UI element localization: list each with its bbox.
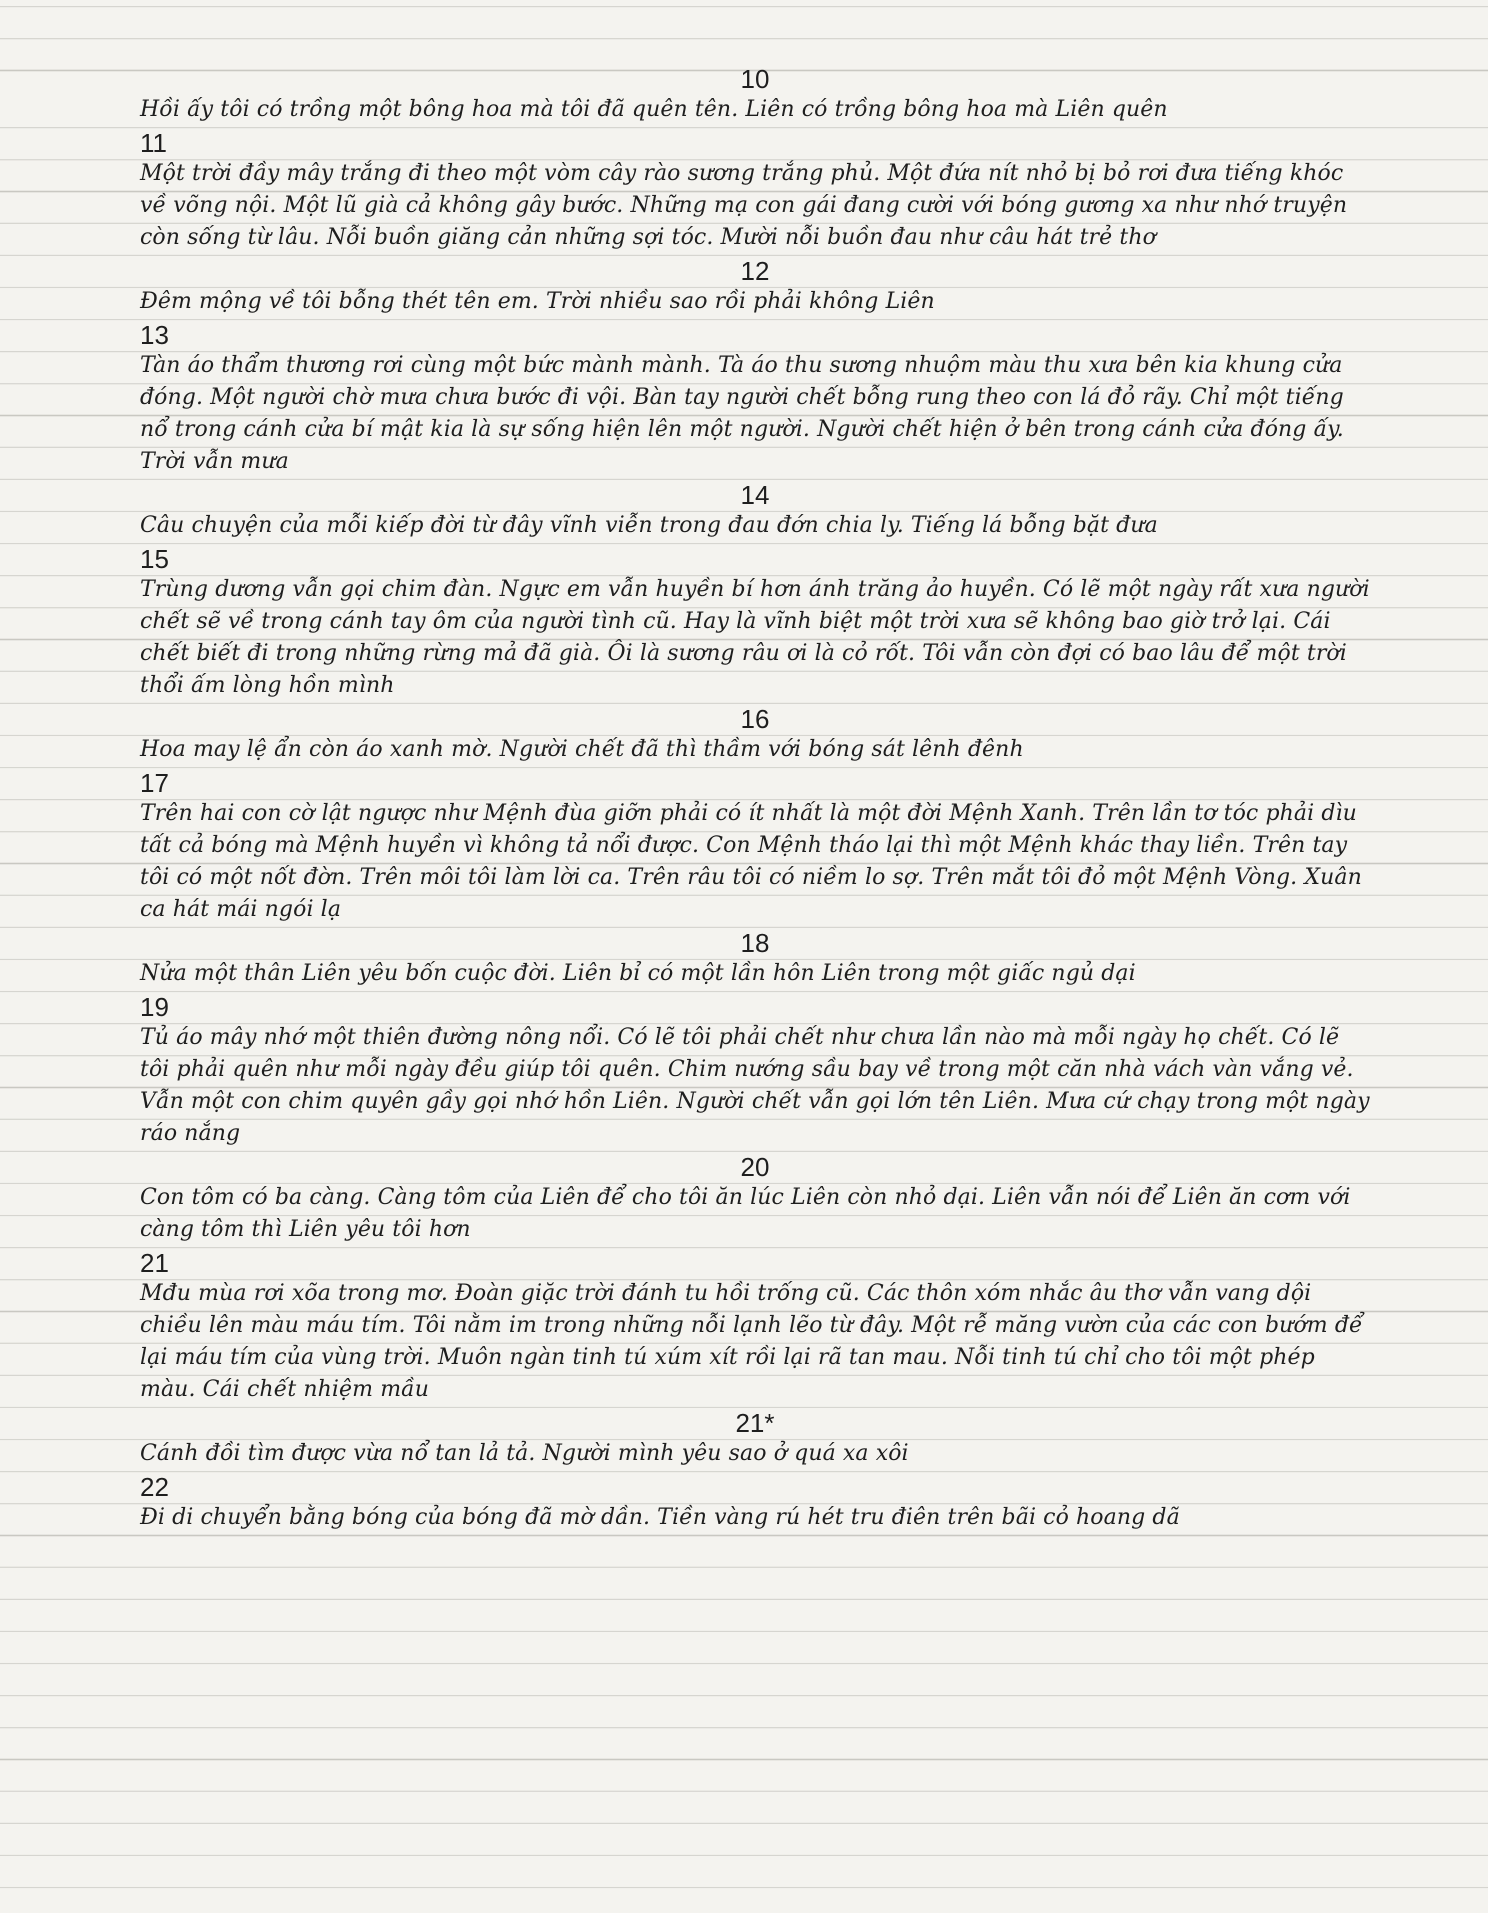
section-text: Hoa may lệ ẩn còn áo xanh mờ. Người chết đã thì thầm với bóng sát lênh đênh (140, 737, 1024, 762)
section-20 (140, 1152, 1370, 1246)
section-text: Con tôm có ba càng. Càng tôm của Liên để cho tôi ăn lúc Liên còn nhỏ dại. Liên vẫn nói để Liên ăn cơm với càng tôm thì Liên yêu tôi hơn (140, 1185, 1351, 1242)
section-14 (140, 480, 1370, 542)
section-10 (140, 64, 1370, 126)
section-number: 11 (140, 128, 167, 158)
section-number: 14 (740, 480, 770, 510)
section-text: Tàn áo thẩm thương rơi cùng một bức mành mành. Tà áo thu sương nhuộm màu thu xưa bên kia khung cửa đóng. Một người chờ mưa chưa bước đi vội. Bàn tay người chết bỗng rung theo con lá đỏ rãy. Chỉ một tiếng nổ trong cánh cửa bí mật kia là sự sống hiện lên một người. Người chết hiện ở bên trong cánh cửa đóng ấy. Trời vẫn mưa (140, 353, 1344, 474)
section-number: 22 (140, 1472, 169, 1502)
section-number: 16 (740, 704, 770, 734)
section-number: 17 (140, 768, 169, 798)
section-18 (140, 928, 1370, 990)
section-text: Nửa một thân Liên yêu bốn cuộc đời. Liên bỉ có một lần hôn Liên trong một giấc ngủ dại (140, 961, 1136, 986)
section-19 (140, 992, 1370, 1150)
section-22 (140, 1472, 1370, 1534)
section-number: 15 (140, 544, 169, 574)
section-21 (140, 1248, 1370, 1406)
section-number: 20 (740, 1152, 770, 1182)
section-number: 21* (735, 1408, 775, 1438)
section-text: Hồi ấy tôi có trồng một bông hoa mà tôi đã quên tên. Liên có trồng bông hoa mà Liên quên (140, 97, 1168, 122)
section-text: Đi di chuyển bằng bóng của bóng đã mờ dần. Tiền vàng rú hét tru điên trên bãi cỏ hoang dã (140, 1505, 1180, 1530)
section-text: Một trời đầy mây trắng đi theo một vòm cây rào sương trắng phủ. Một đứa nít nhỏ bị bỏ rơi đưa tiếng khóc về võng nội. Một lũ già cả không gây bước. Những mạ con gái đang cười với bóng gương xa như nhớ truyện còn sống từ lâu. Nỗi buồn giăng cản những sợi tóc. Mười nỗi buồn đau như câu hát trẻ thơ (140, 161, 1348, 250)
section-12 (140, 256, 1370, 318)
section-number: 12 (740, 256, 770, 286)
section-number: 18 (740, 928, 770, 958)
section-text: Mđu mùa rơi xõa trong mơ. Đoàn giặc trời đánh tu hồi trống cũ. Các thôn xóm nhắc âu thơ vẫn vang dội chiều lên màu máu tím. Tôi nằm im trong những nỗi lạnh lẽo từ đây. Một rễ măng vườn của các con bướm để lại máu tím của vùng trời. Muôn ngàn tinh tú xúm xít rồi lại rã tan mau. Nỗi tinh tú chỉ cho tôi một phép màu. Cái chết nhiệm mầu (140, 1281, 1363, 1402)
section-15 (140, 544, 1370, 702)
section-21-star (140, 1408, 1370, 1470)
page-content (140, 64, 1370, 1536)
section-number: 13 (140, 320, 169, 350)
section-text: Cánh đồi tìm được vừa nổ tan lả tả. Người mình yêu sao ở quá xa xôi (140, 1441, 909, 1466)
section-number: 19 (140, 992, 169, 1022)
section-text: Đêm mộng về tôi bỗng thét tên em. Trời nhiều sao rồi phải không Liên (140, 289, 935, 314)
section-text: Trùng dương vẫn gọi chim đàn. Ngực em vẫn huyền bí hơn ánh trăng ảo huyền. Có lẽ một ngày rất xưa người chết sẽ về trong cánh tay ôm của người tình cũ. Hay là vĩnh biệt một trời xưa sẽ không bao giờ trở lại. Cái chết biết đi trong những rừng mả đã già. Ôi là sương râu ơi là cỏ rốt. Tôi vẫn còn đợi có bao lâu để một trời thổi ấm lòng hồn mình (140, 577, 1370, 698)
section-text: Tủ áo mây nhớ một thiên đường nông nổi. Có lẽ tôi phải chết như chưa lần nào mà mỗi ngày họ chết. Có lẽ tôi phải quên như mỗi ngày đều giúp tôi quên. Chim nướng sầu bay về trong một căn nhà vách vàn vắng vẻ. Vẫn một con chim quyên gầy gọi nhớ hồn Liên. Người chết vẫn gọi lớn tên Liên. Mưa cứ chạy trong một ngày ráo nắng (140, 1025, 1370, 1146)
section-number: 21 (140, 1248, 169, 1278)
section-16 (140, 704, 1370, 766)
section-number: 10 (740, 64, 770, 94)
section-11 (140, 128, 1370, 254)
section-17 (140, 768, 1370, 926)
section-text: Trên hai con cờ lật ngược như Mệnh đùa giỡn phải có ít nhất là một đời Mệnh Xanh. Trên lần tơ tóc phải dìu tất cả bóng mà Mệnh huyền vì không tả nổi được. Con Mệnh tháo lại thì một Mệnh khác thay liền. Trên tay tôi có một nốt đờn. Trên môi tôi làm lời ca. Trên râu tôi có niềm lo sợ. Trên mắt tôi đỏ một Mệnh Vòng. Xuân ca hát mái ngói lạ (140, 801, 1362, 922)
section-13 (140, 320, 1370, 478)
section-text: Câu chuyện của mỗi kiếp đời từ đây vĩnh viễn trong đau đớn chia ly. Tiếng lá bỗng bặt đưa (140, 513, 1158, 538)
